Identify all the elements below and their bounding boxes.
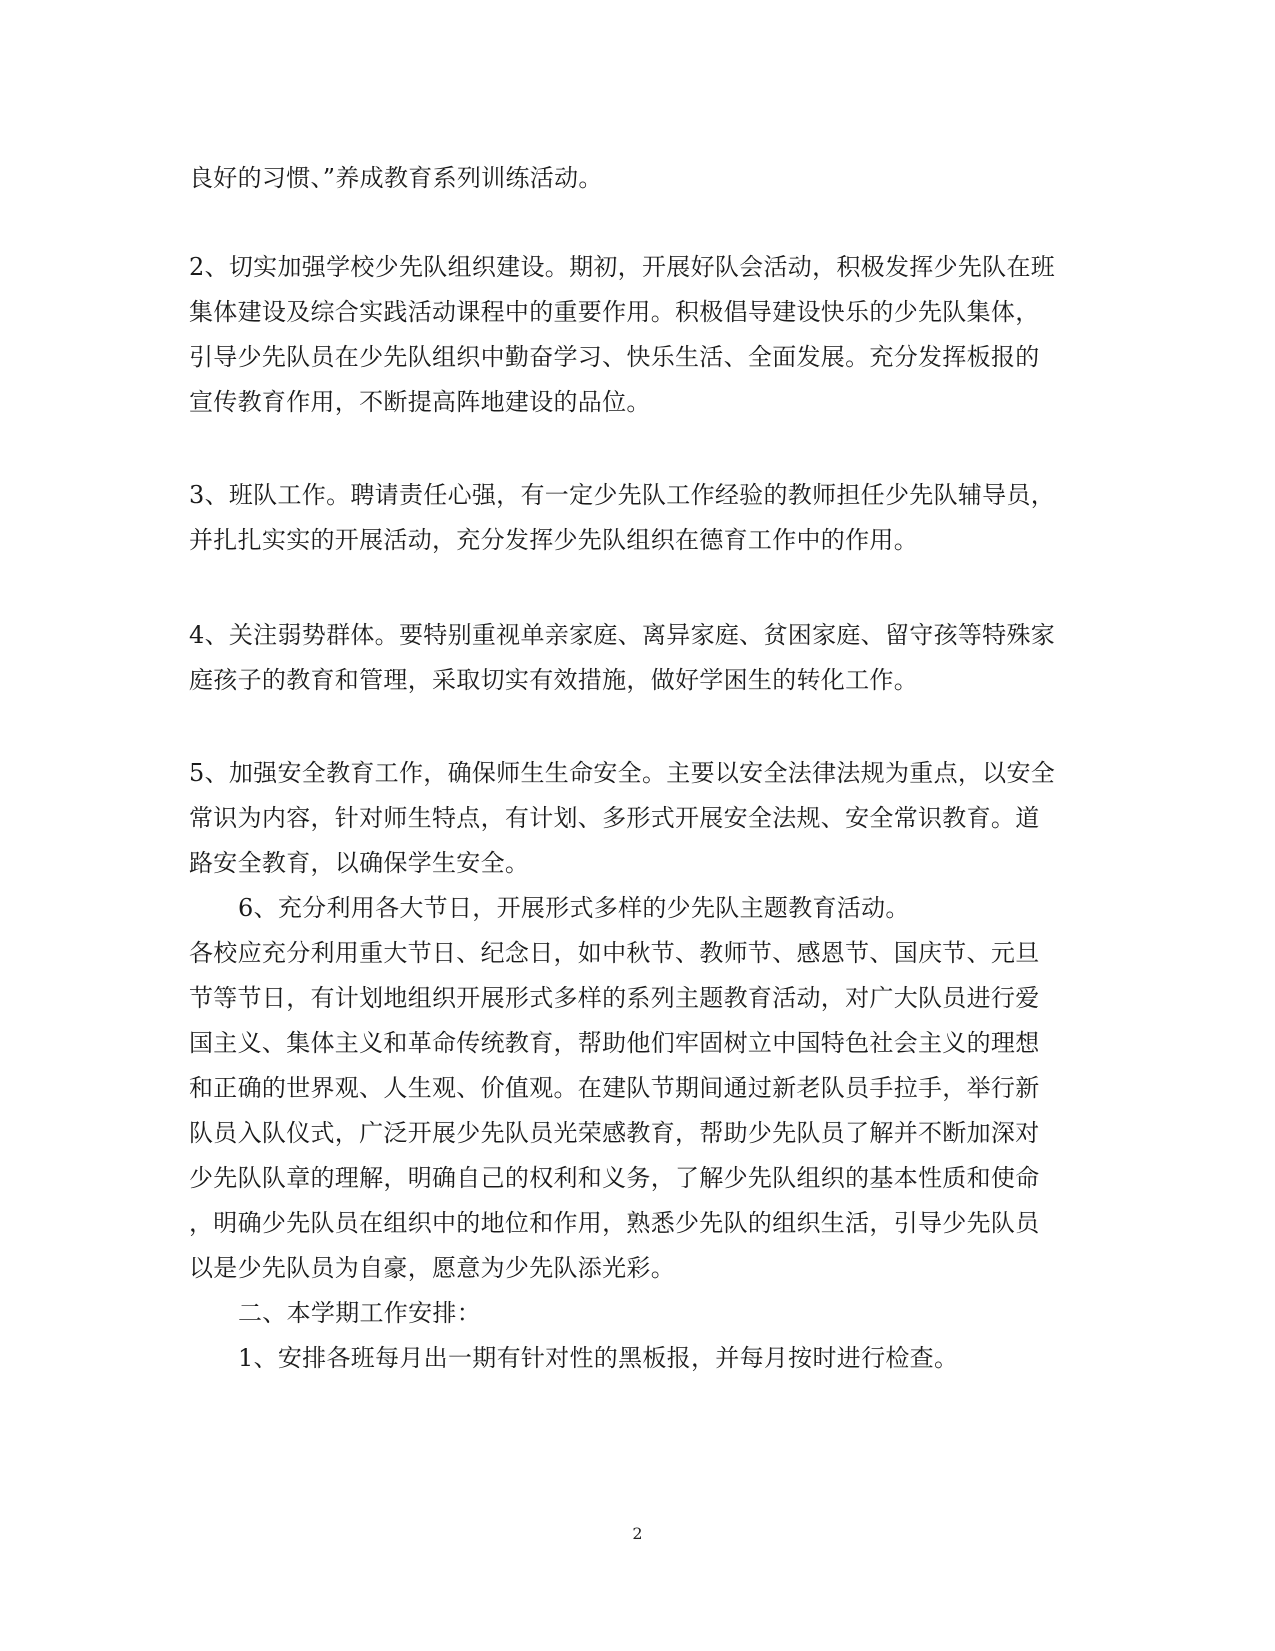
text-line: 庭孩子的教育和管理，采取切实有效措施，做好学困生的转化工作。 [189,666,918,694]
text-line: 3、班队工作。聘请责任心强，有一定少先队工作经验的教师担任少先队辅导员， [189,481,1056,509]
text-line: 少先队队章的理解，明确自己的权利和义务，了解少先队组织的基本性质和使命 [189,1164,1040,1192]
text-line: 1、安排各班每月出一期有针对性的黑板报，并每月按时进行检查。 [238,1344,959,1372]
text-line: 6、充分利用各大节日，开展形式多样的少先队主题教育活动。 [238,894,910,922]
text-line: 节等节日，有计划地组织开展形式多样的系列主题教育活动，对广大队员进行爱 [189,984,1040,1012]
text-line: 5、加强安全教育工作，确保师生生命安全。主要以安全法律法规为重点，以安全 [189,759,1056,787]
text-line: 国主义、集体主义和革命传统教育，帮助他们牢固树立中国特色社会主义的理想 [189,1029,1040,1057]
text-line: ，明确少先队员在组织中的地位和作用，熟悉少先队的组织生活，引导少先队员 [189,1209,1040,1237]
text-line: 引导少先队员在少先队组织中勤奋学习、快乐生活、全面发展。充分发挥板报的 [189,343,1040,371]
text-line: 各校应充分利用重大节日、纪念日，如中秋节、教师节、感恩节、国庆节、元旦 [189,939,1040,967]
page-number: 2 [632,1524,643,1543]
text-line: 2、切实加强学校少先队组织建设。期初，开展好队会活动，积极发挥少先队在班 [189,253,1056,281]
text-line: 和正确的世界观、人生观、价值观。在建队节期间通过新老队员手拉手，举行新 [189,1074,1040,1102]
text-line: 4、关注弱势群体。要特别重视单亲家庭、离异家庭、贫困家庭、留守孩等特殊家 [189,621,1056,649]
text-line: 常识为内容，针对师生特点，有计划、多形式开展安全法规、安全常识教育。道 [189,804,1040,832]
text-line: 并扎扎实实的开展活动，充分发挥少先队组织在德育工作中的作用。 [189,526,918,554]
section-heading: 二、本学期工作安排： [238,1299,481,1327]
text-line: 良好的习惯、”养成教育系列训练活动。 [189,164,603,192]
text-line: 路安全教育，以确保学生安全。 [189,849,530,877]
text-line: 队员入队仪式，广泛开展少先队员光荣感教育，帮助少先队员了解并不断加深对 [189,1119,1040,1147]
text-line: 以是少先队员为自豪，愿意为少先队添光彩。 [189,1254,675,1282]
text-line: 宣传教育作用，不断提高阵地建设的品位。 [189,388,651,416]
text-line: 集体建设及综合实践活动课程中的重要作用。积极倡导建设快乐的少先队集体， [189,298,1040,326]
